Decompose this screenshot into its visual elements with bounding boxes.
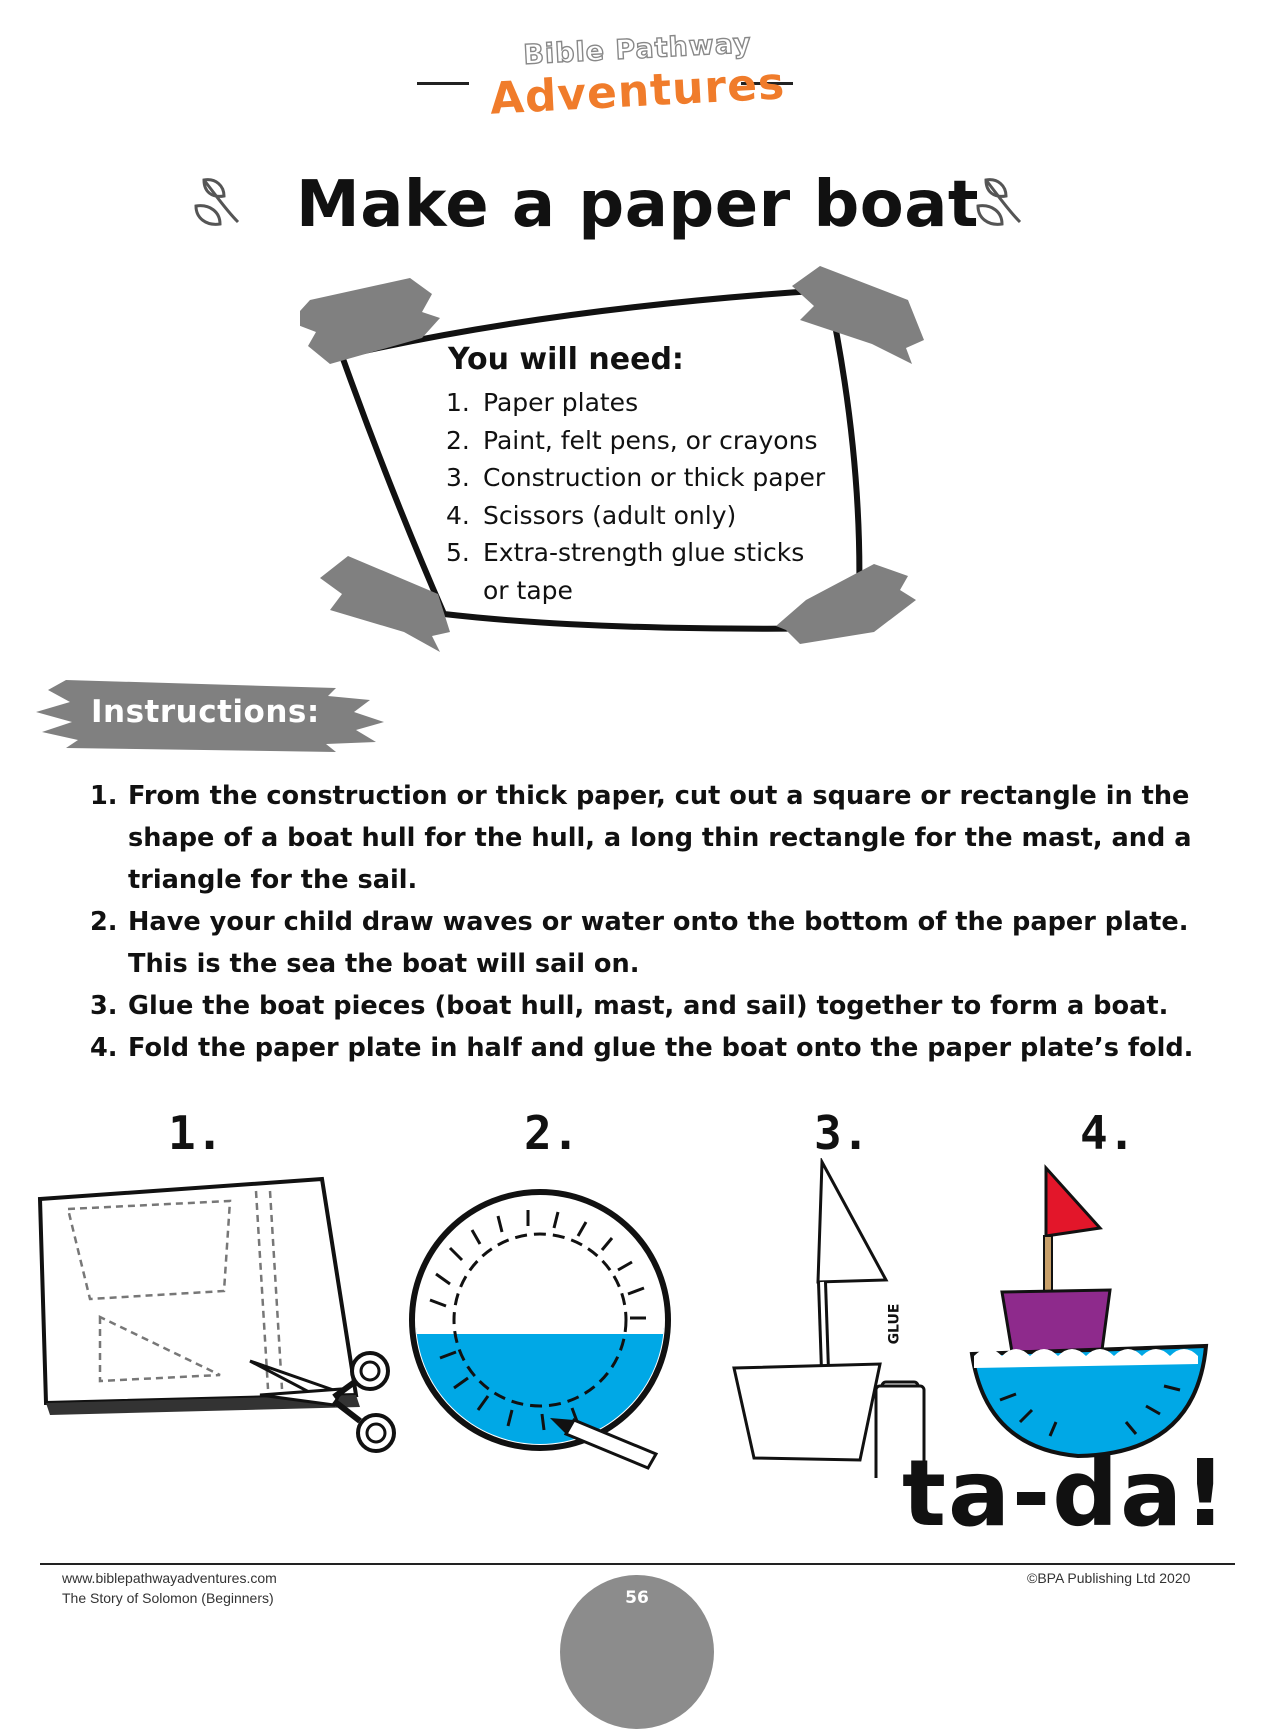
list-number: 3. [446, 463, 470, 492]
list-number: 4. [90, 1033, 118, 1063]
boat-pieces-illustration [730, 1158, 940, 1478]
logo-top-text: Bible Pathway [522, 28, 753, 71]
step-number-1: 1. [168, 1106, 224, 1160]
list-text: or tape [483, 575, 573, 605]
list-number: 1. [446, 388, 470, 417]
list-text: Construction or thick paper [483, 463, 826, 492]
tada-text: ta-da! [902, 1440, 1229, 1547]
footer-copyright: ©BPA Publishing Ltd 2020 [1027, 1570, 1191, 1586]
list-number: 1. [90, 781, 118, 811]
list-text: triangle for the sail. [128, 865, 418, 895]
list-item [446, 534, 825, 572]
footer-divider [40, 1563, 1235, 1565]
logo-main-text: Adventures [488, 58, 787, 125]
step-number-4: 4. [1080, 1106, 1136, 1160]
list-text: This is the sea the boat will sail on. [128, 949, 640, 979]
list-item [90, 901, 1240, 943]
instructions-heading: Instructions: [91, 694, 320, 730]
supplies-heading: You will need: [448, 342, 684, 377]
list-item [90, 943, 1240, 985]
footer-book-title: The Story of Solomon (Beginners) [62, 1590, 274, 1606]
list-text: Glue the boat pieces (boat hull, mast, and sail) together to form a boat. [128, 991, 1169, 1021]
list-text: Paper plates [483, 388, 639, 417]
paper-plate-illustration [400, 1178, 700, 1478]
list-item [90, 859, 1240, 901]
instructions-list [90, 775, 1240, 1069]
list-text: Extra-strength glue sticks [483, 538, 805, 567]
list-item [446, 384, 825, 422]
list-item [90, 775, 1240, 817]
list-number: 2. [90, 907, 118, 937]
list-text: Scissors (adult only) [483, 500, 737, 530]
list-text: Have your child draw waves or water onto the bottom of the paper plate. [128, 907, 1189, 937]
list-item [90, 985, 1240, 1027]
list-item [446, 422, 825, 460]
list-item [90, 1027, 1240, 1069]
footer-website: www.biblepathwayadventures.com [62, 1570, 277, 1586]
list-item [446, 572, 825, 610]
list-number [90, 817, 128, 859]
list-number: 3. [90, 991, 118, 1021]
list-number [90, 943, 128, 985]
glue-label: GLUE [886, 1303, 903, 1345]
supplies-list [446, 384, 825, 609]
list-item [90, 817, 1240, 859]
list-number [446, 572, 483, 610]
step-number-2: 2. [524, 1106, 580, 1160]
page-title: Make a paper boat [296, 168, 979, 242]
list-text: Paint, felt pens, or crayons [483, 425, 818, 455]
step-number-3: 3. [814, 1106, 870, 1160]
list-text: From the construction or thick paper, cut out a square or rectangle in the [128, 781, 1190, 811]
list-number [90, 859, 128, 901]
list-text: shape of a boat hull for the hull, a long thin rectangle for the mast, and a [128, 823, 1192, 853]
list-number: 4. [446, 500, 470, 530]
list-item [446, 497, 825, 535]
list-text: Fold the paper plate in half and glue the boat onto the paper plate’s fold. [128, 1033, 1194, 1063]
finished-boat-illustration [960, 1164, 1220, 1464]
list-item [446, 459, 825, 497]
list-number: 5. [446, 538, 470, 567]
page-number: 56 [625, 1588, 649, 1608]
list-number: 2. [446, 425, 470, 455]
paper-cutting-illustration [30, 1175, 410, 1465]
